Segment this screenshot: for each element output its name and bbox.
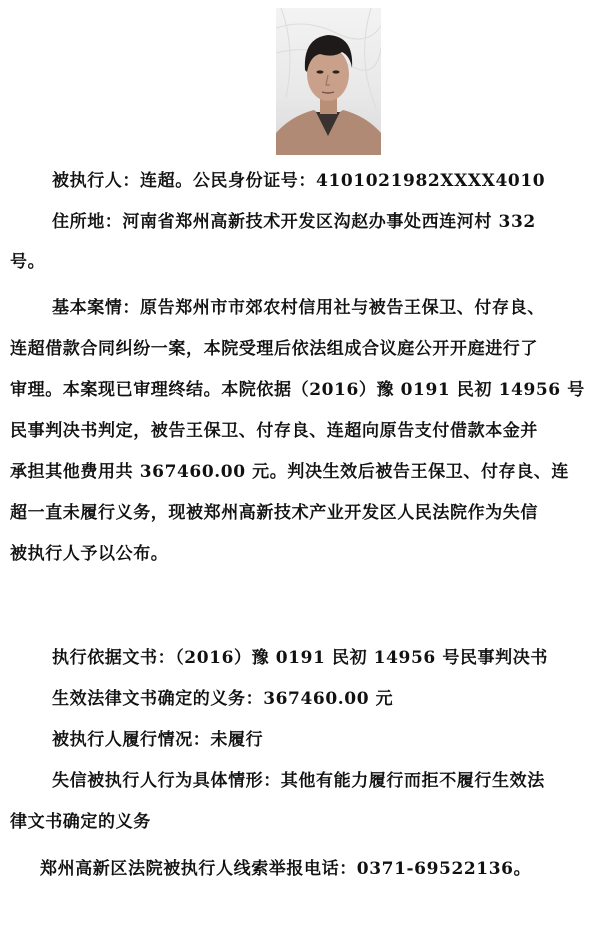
id-label: 公民身份证号： (192, 171, 317, 191)
behavior-line-2: 律文书确定的义务 (10, 812, 151, 832)
case-label: 基本案情： (52, 298, 140, 318)
performance-line: 被执行人履行情况：未履行 (52, 730, 264, 750)
behavior-line-1: 失信被执行人行为具体情形：其他有能力履行而拒不履行生效法 (52, 771, 545, 791)
case-line-3: 审理。本案现已审理终结。本院依据（2016）豫 0191 民初 14956 号 (10, 380, 585, 400)
case-line-4: 民事判决书判定，被告王保卫、付存良、连超向原告支付借款本金并 (10, 421, 538, 441)
case-line-2: 连超借款合同纠纷一案，本院受理后依法组成合议庭公开开庭进行了 (10, 339, 538, 359)
address-label: 住所地： (52, 212, 123, 232)
person-line (52, 171, 545, 191)
person-name: 连超。 (140, 171, 193, 191)
portrait-photo-icon (276, 8, 381, 155)
case-line-6: 超一直未履行义务，现被郑州高新技术产业开发区人民法院作为失信 (10, 503, 538, 523)
photo-eye-left (317, 70, 324, 73)
hotline-line: 郑州高新区法院被执行人线索举报电话：0371-69522136。 (40, 859, 532, 879)
address-line-2: 号。 (10, 252, 46, 272)
case-line-7: 被执行人予以公布。 (10, 544, 169, 564)
person-label: 被执行人： (52, 171, 140, 191)
obligation-line: 生效法律文书确定的义务：367460.00 元 (52, 689, 394, 709)
basis-line: 执行依据文书：（2016）豫 0191 民初 14956 号民事判决书 (52, 648, 548, 668)
photo-eye-right (333, 70, 340, 73)
address-text-1: 河南省郑州高新技术开发区沟赵办事处西连河村 332 (122, 212, 536, 232)
case-line-1 (52, 298, 545, 318)
id-number: 4101021982XXXX4010 (316, 171, 546, 191)
case-line-5: 承担其他费用共 367460.00 元。判决生效后被告王保卫、付存良、连 (10, 462, 569, 482)
portrait-photo (276, 8, 381, 155)
address-line-1 (52, 212, 536, 232)
case-text-1: 原告郑州市市郊农村信用社与被告王保卫、付存良、 (140, 298, 545, 318)
